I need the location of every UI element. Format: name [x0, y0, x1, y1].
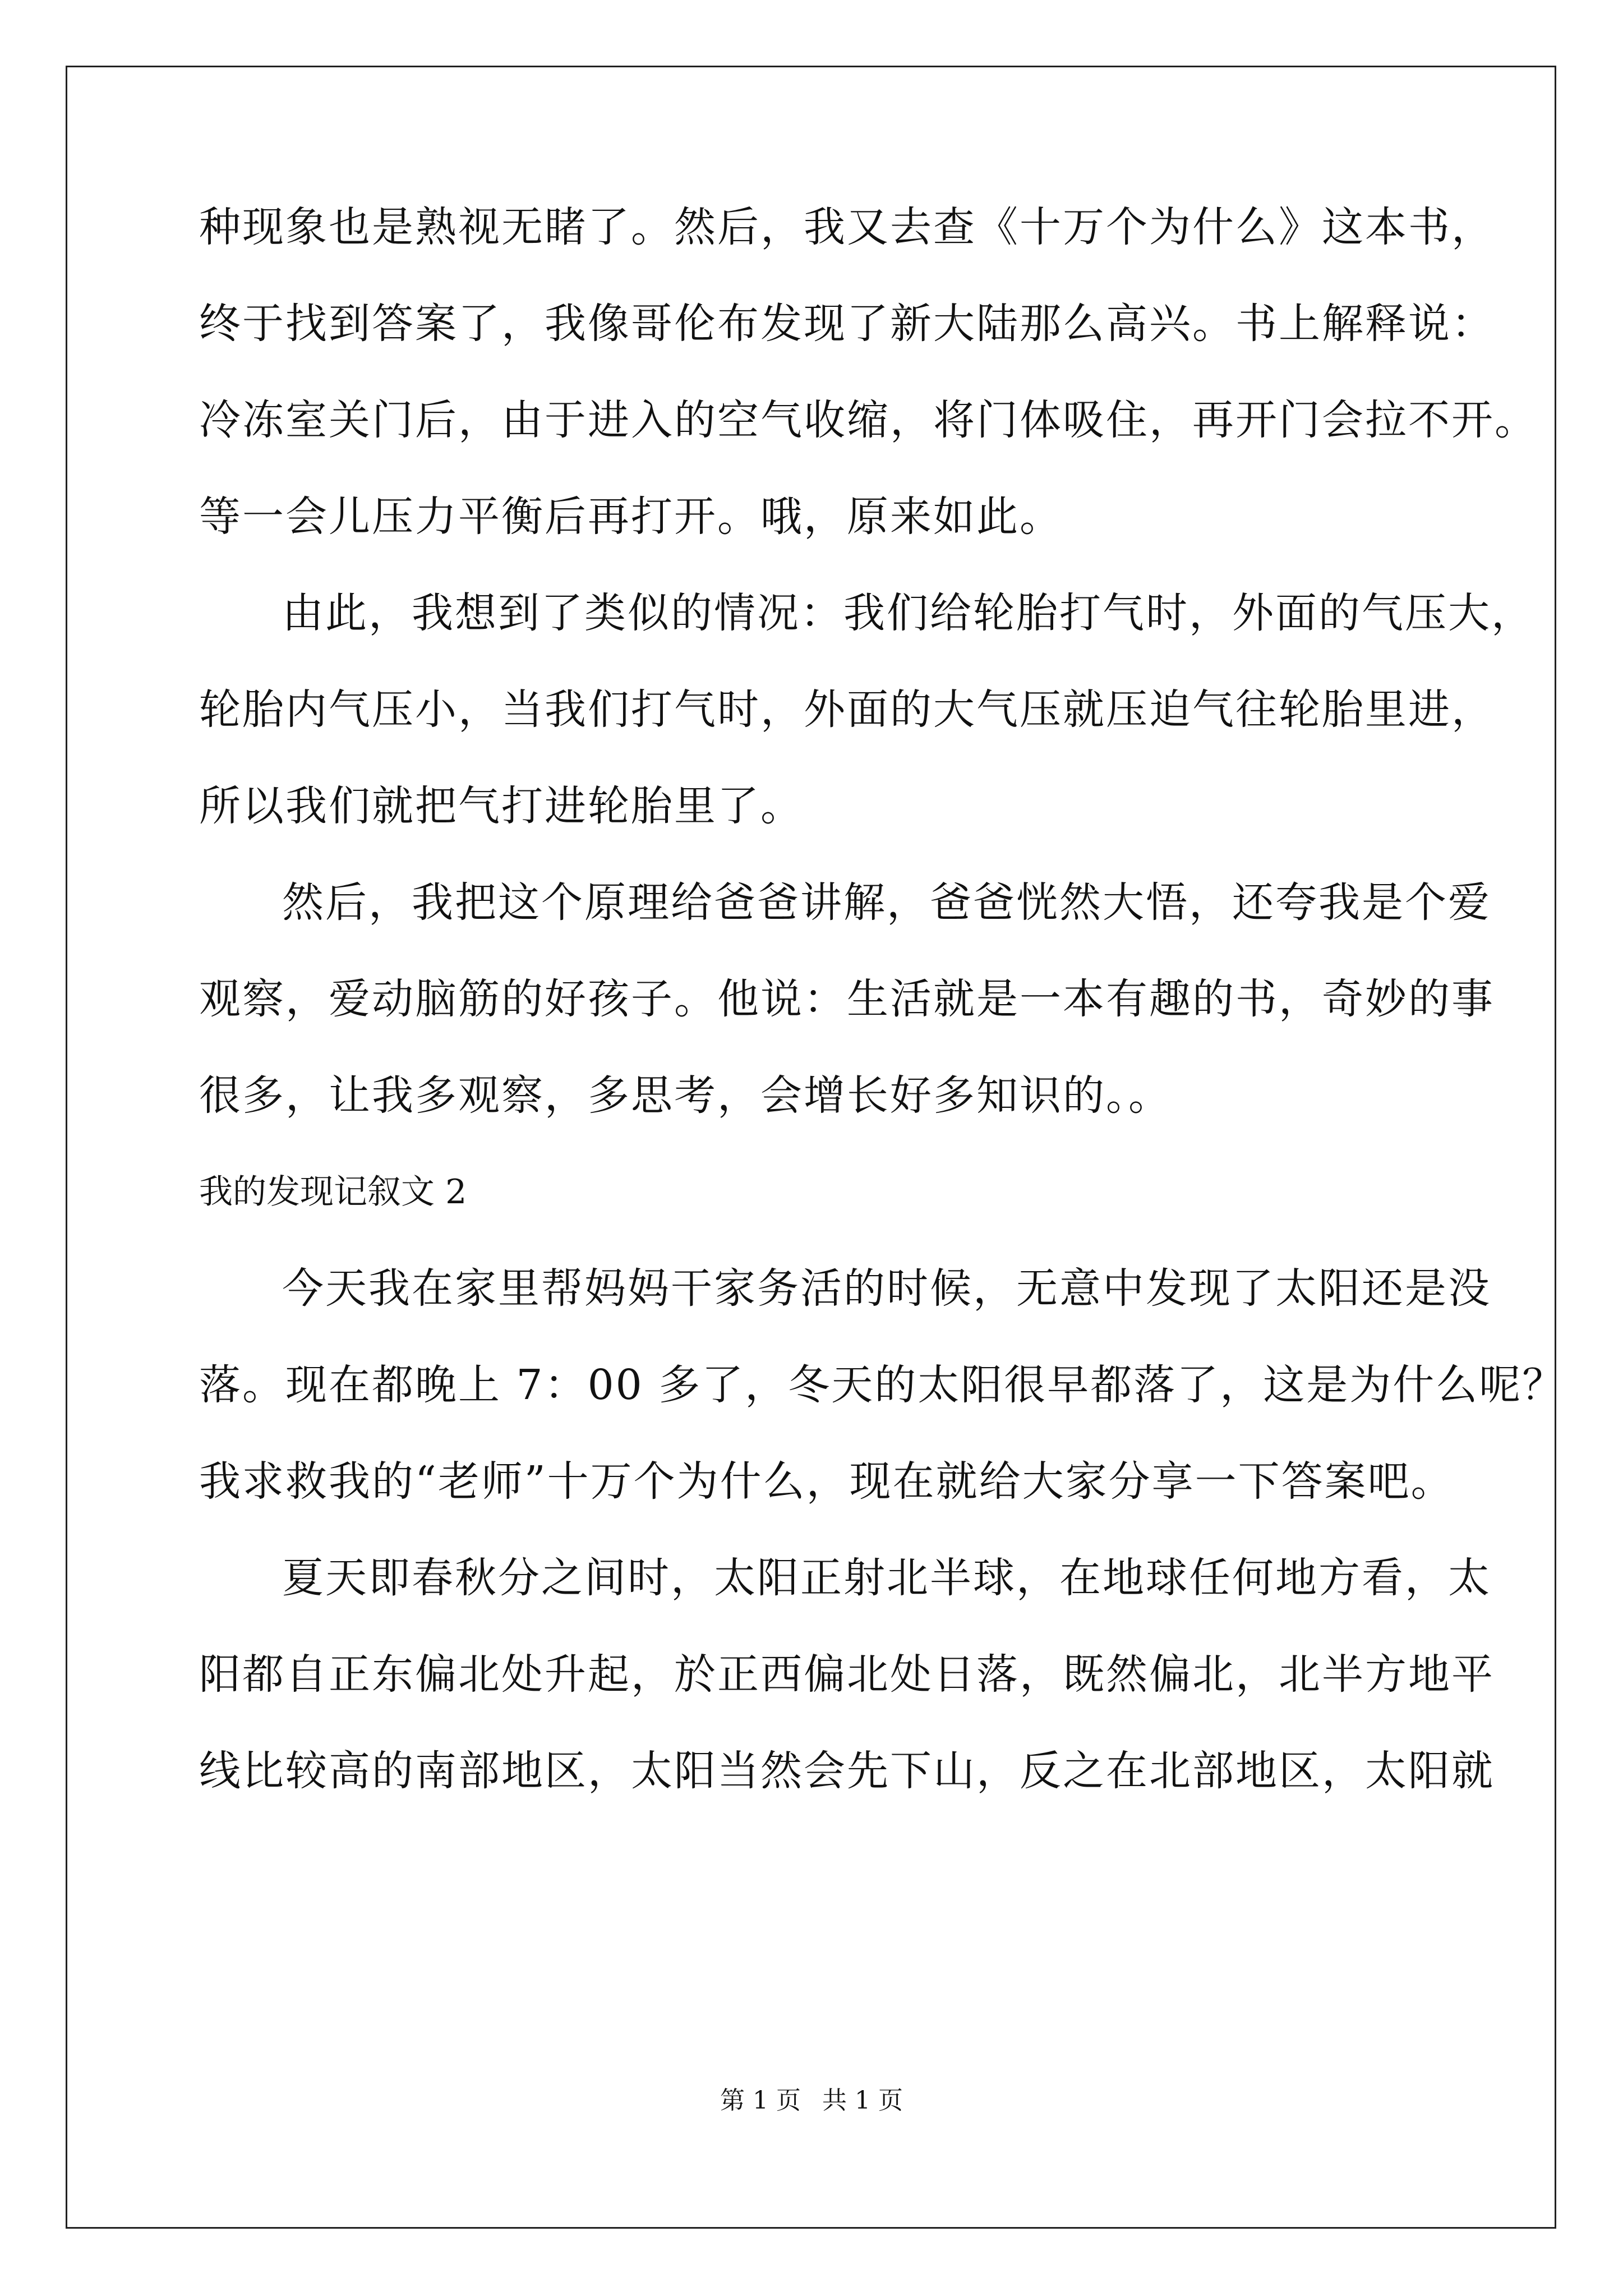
text-line: 线比较高的南部地区，太阳当然会先下山，反之在北部地区，太阳就	[199, 1747, 1495, 1795]
text-line: 很多，让我多观察，多思考，会增长好多知识的。。	[199, 1071, 1172, 1120]
text-line: 阳都自正东偏北处升起，於正西偏北处日落，既然偏北，北半方地平	[199, 1650, 1495, 1699]
text-line: 观察，爱动脑筋的好孩子。他说：生活就是一本有趣的书，奇妙的事	[199, 975, 1495, 1023]
text-line: 所以我们就把气打进轮胎里了。	[199, 782, 804, 830]
text-line: 由此，我想到了类似的情况：我们给轮胎打气时，外面的气压大，	[282, 589, 1534, 637]
text-line: 终于找到答案了，我像哥伦布发现了新大陆那么高兴。书上解释说：	[199, 300, 1495, 348]
page-number: 第 1 页	[720, 2086, 801, 2115]
section-heading: 我的发现记叙文 2	[199, 1172, 467, 1212]
text-line: 夏天即春秋分之间时，太阳正射北半球，在地球任何地方看，太	[282, 1554, 1491, 1602]
text-line: 等一会儿压力平衡后再打开。哦，原来如此。	[199, 493, 1063, 541]
page-border	[66, 66, 1556, 2229]
text-line: 轮胎内气压小，当我们打气时，外面的大气压就压迫气往轮胎里进，	[199, 685, 1495, 734]
text-line: 今天我在家里帮妈妈干家务活的时候，无意中发现了太阳还是没	[282, 1264, 1491, 1313]
text-line: 冷冻室关门后，由于进入的空气收缩，将门体吸住，再开门会拉不开。	[199, 396, 1538, 444]
text-line: 然后，我把这个原理给爸爸讲解，爸爸恍然大悟，还夸我是个爱	[282, 878, 1491, 927]
page-footer	[0, 2084, 1623, 2118]
text-line: 种现象也是熟视无睹了。然后，我又去查《十万个为什么》这本书，	[199, 203, 1495, 251]
text-line: 落。现在都晚上 7：00 多了，冬天的太阳很早都落了，这是为什么呢？	[199, 1361, 1566, 1409]
text-line: 我求救我的“老师”十万个为什么，现在就给大家分享一下答案吧。	[199, 1457, 1454, 1506]
page-total: 共 1 页	[822, 2086, 903, 2115]
